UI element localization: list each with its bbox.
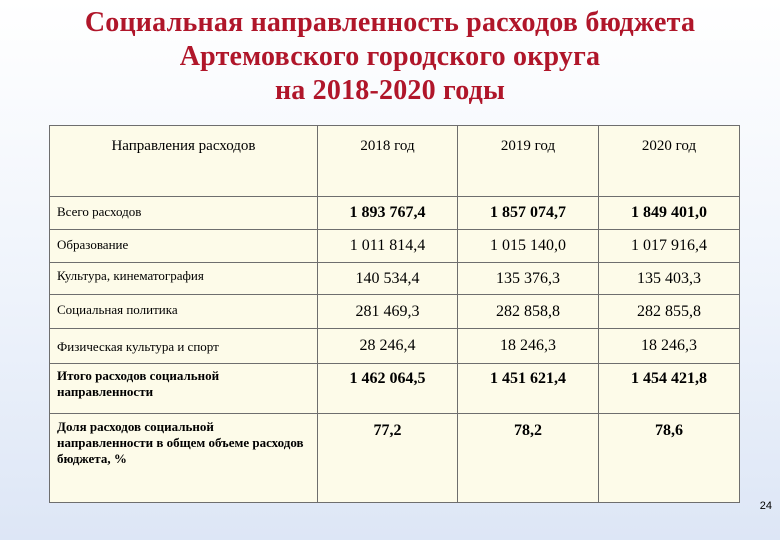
cell-2020: 282 855,8 bbox=[599, 295, 740, 329]
table-row bbox=[50, 230, 740, 263]
row-label: Доля расходов социальной направленности в общем объеме расходов бюджета, % bbox=[50, 414, 318, 503]
budget-table bbox=[49, 125, 740, 503]
table-row bbox=[50, 263, 740, 295]
title-line-3: на 2018-2020 годы bbox=[274, 75, 506, 106]
cell-2019: 78,2 bbox=[458, 414, 599, 503]
table-row-share bbox=[50, 414, 740, 503]
cell-2018: 1 462 064,5 bbox=[318, 364, 458, 414]
cell-2019: 1 857 074,7 bbox=[458, 197, 599, 230]
header-2019: 2019 год bbox=[458, 126, 599, 197]
row-label: Физическая культура и спорт bbox=[50, 329, 318, 364]
cell-2018: 281 469,3 bbox=[318, 295, 458, 329]
cell-2020: 78,6 bbox=[599, 414, 740, 503]
title-line-1: Социальная направленность расходов бюджета bbox=[84, 7, 696, 38]
cell-2018: 140 534,4 bbox=[318, 263, 458, 295]
header-2018: 2018 год bbox=[318, 126, 458, 197]
cell-2020: 18 246,3 bbox=[599, 329, 740, 364]
cell-2019: 18 246,3 bbox=[458, 329, 599, 364]
cell-2018: 28 246,4 bbox=[318, 329, 458, 364]
table-row bbox=[50, 197, 740, 230]
row-label: Образование bbox=[50, 230, 318, 263]
table-row bbox=[50, 295, 740, 329]
cell-2020: 1 849 401,0 bbox=[599, 197, 740, 230]
row-label: Культура, кинематография bbox=[50, 263, 318, 295]
slide-title bbox=[0, 6, 780, 108]
row-label: Итого расходов социальной направленности bbox=[50, 364, 318, 414]
row-label: Социальная политика bbox=[50, 295, 318, 329]
cell-2019: 1 015 140,0 bbox=[458, 230, 599, 263]
page-number: 24 bbox=[759, 500, 772, 512]
table-header-row bbox=[50, 126, 740, 197]
cell-2020: 1 017 916,4 bbox=[599, 230, 740, 263]
table-row-total bbox=[50, 364, 740, 414]
cell-2018: 1 011 814,4 bbox=[318, 230, 458, 263]
cell-2018: 1 893 767,4 bbox=[318, 197, 458, 230]
header-directions: Направления расходов bbox=[50, 126, 318, 197]
cell-2019: 282 858,8 bbox=[458, 295, 599, 329]
title-line-2: Артемовского городского округа bbox=[179, 41, 601, 72]
cell-2019: 135 376,3 bbox=[458, 263, 599, 295]
row-label: Всего расходов bbox=[50, 197, 318, 230]
cell-2020: 135 403,3 bbox=[599, 263, 740, 295]
table-row bbox=[50, 329, 740, 364]
cell-2020: 1 454 421,8 bbox=[599, 364, 740, 414]
cell-2018: 77,2 bbox=[318, 414, 458, 503]
cell-2019: 1 451 621,4 bbox=[458, 364, 599, 414]
header-2020: 2020 год bbox=[599, 126, 740, 197]
